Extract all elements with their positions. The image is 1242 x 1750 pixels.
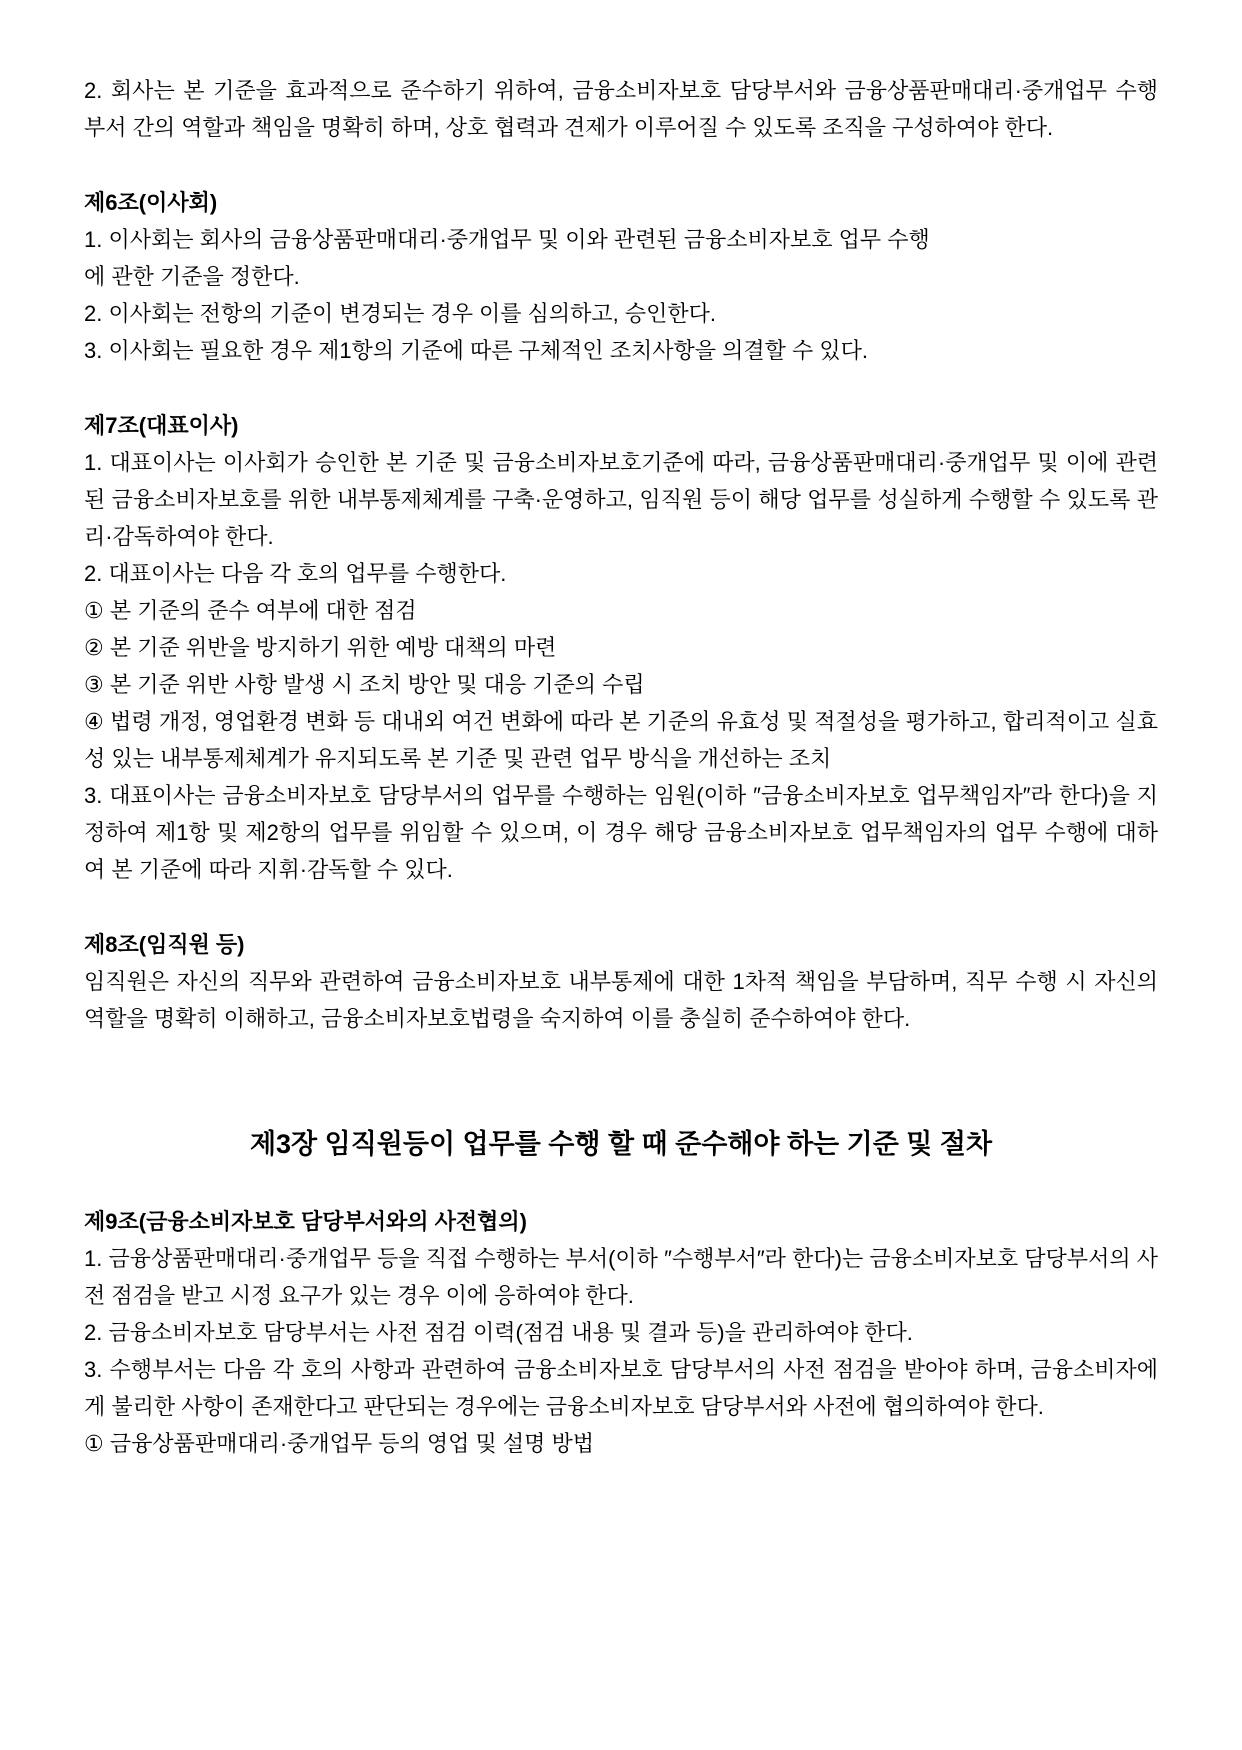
paragraph-article7-item1: 1. 대표이사는 이사회가 승인한 본 기준 및 금융소비자보호기준에 따라, 금융상품판매대리·중개업무 및 이에 관련된 금융소비자보호를 위한 내부통제체계를 구축·운영하고, 임직원 등이 해당 업무를 성실하게 수행할 수 있도록 관리·감독하여야 한다. — [84, 450, 1158, 549]
paragraph-article7-subitem1: ① 본 기준의 준수 여부에 대한 점검 — [84, 598, 417, 623]
paragraph-article6-item1 — [84, 221, 1158, 295]
paragraph-article7-item3: 3. 대표이사는 금융소비자보호 담당부서의 업무를 수행하는 임원(이하 ″금융소비자보호 업무책임자″라 한다)을 지정하여 제1항 및 제2항의 업무를 위임할 수 있으며, 이 경우 해당 금융소비자보호 업무책임자의 업무 수행에 대하여 본 기준에 따라 지휘·감독할 수 있다. — [84, 783, 1158, 882]
paragraph-article9-subitem1: ① 금융상품판매대리·중개업무 등의 영업 및 설명 방법 — [84, 1431, 595, 1456]
paragraph-article8-body: 임직원은 자신의 직무와 관련하여 금융소비자보호 내부통제에 대한 1차적 책임을 부담하며, 직무 수행 시 자신의 역할을 명확히 이해하고, 금융소비자보호법령을 숙지하여 이를 충실히 준수하여야 한다. — [84, 969, 1158, 1031]
paragraph-line: 1. 이사회는 회사의 금융상품판매대리·중개업무 및 이와 관련된 금융소비자보호 업무 수행 — [84, 227, 930, 252]
article-heading-6: 제6조(이사회) — [84, 190, 218, 215]
article-heading-9: 제9조(금융소비자보호 담당부서와의 사전협의) — [84, 1209, 527, 1234]
article-heading-7: 제7조(대표이사) — [84, 413, 239, 438]
paragraph-article6-item3: 3. 이사회는 필요한 경우 제1항의 기준에 따른 구체적인 조치사항을 의결할 수 있다. — [84, 338, 868, 363]
paragraph-article7-subitem2: ② 본 기준 위반을 방지하기 위한 예방 대책의 마련 — [84, 635, 557, 660]
paragraph-article9-item1: 1. 금융상품판매대리·중개업무 등을 직접 수행하는 부서(이하 ″수행부서″라 한다)는 금융소비자보호 담당부서의 사전 점검을 받고 시정 요구가 있는 경우 이에 응하여야 한다. — [84, 1246, 1158, 1308]
chapter-heading-3: 제3장 임직원등이 업무를 수행 할 때 준수해야 하는 기준 및 절차 — [249, 1129, 993, 1159]
paragraph-line: 에 관한 기준을 정한다. — [84, 264, 300, 289]
paragraph-article9-item2: 2. 금융소비자보호 담당부서는 사전 점검 이력(점검 내용 및 결과 등)을 관리하여야 한다. — [84, 1320, 913, 1345]
paragraph-article6-item2: 2. 이사회는 전항의 기준이 변경되는 경우 이를 심의하고, 승인한다. — [84, 301, 717, 326]
paragraph-article7-subitem4: ④ 법령 개정, 영업환경 변화 등 대내외 여건 변화에 따라 본 기준의 유효성 및 적절성을 평가하고, 합리적이고 실효성 있는 내부통제체계가 유지되도록 본 기준 및 관련 업무 방식을 개선하는 조치 — [84, 709, 1158, 771]
paragraph-article7-item2: 2. 대표이사는 다음 각 호의 업무를 수행한다. — [84, 561, 507, 586]
article-heading-8: 제8조(임직원 등) — [84, 932, 245, 957]
paragraph-org-structure: 2. 회사는 본 기준을 효과적으로 준수하기 위하여, 금융소비자보호 담당부서와 금융상품판매대리·중개업무 수행 부서 간의 역할과 책임을 명확히 하며, 상호 협력과 견제가 이루어질 수 있도록 조직을 구성하여야 한다. — [84, 78, 1158, 140]
paragraph-article7-subitem3: ③ 본 기준 위반 사항 발생 시 조치 방안 및 대응 기준의 수립 — [84, 672, 645, 697]
paragraph-article9-item3: 3. 수행부서는 다음 각 호의 사항과 관련하여 금융소비자보호 담당부서의 사전 점검을 받아야 하며, 금융소비자에게 불리한 사항이 존재한다고 판단되는 경우에는 금융소비자보호 담당부서와 사전에 협의하여야 한다. — [84, 1357, 1158, 1419]
